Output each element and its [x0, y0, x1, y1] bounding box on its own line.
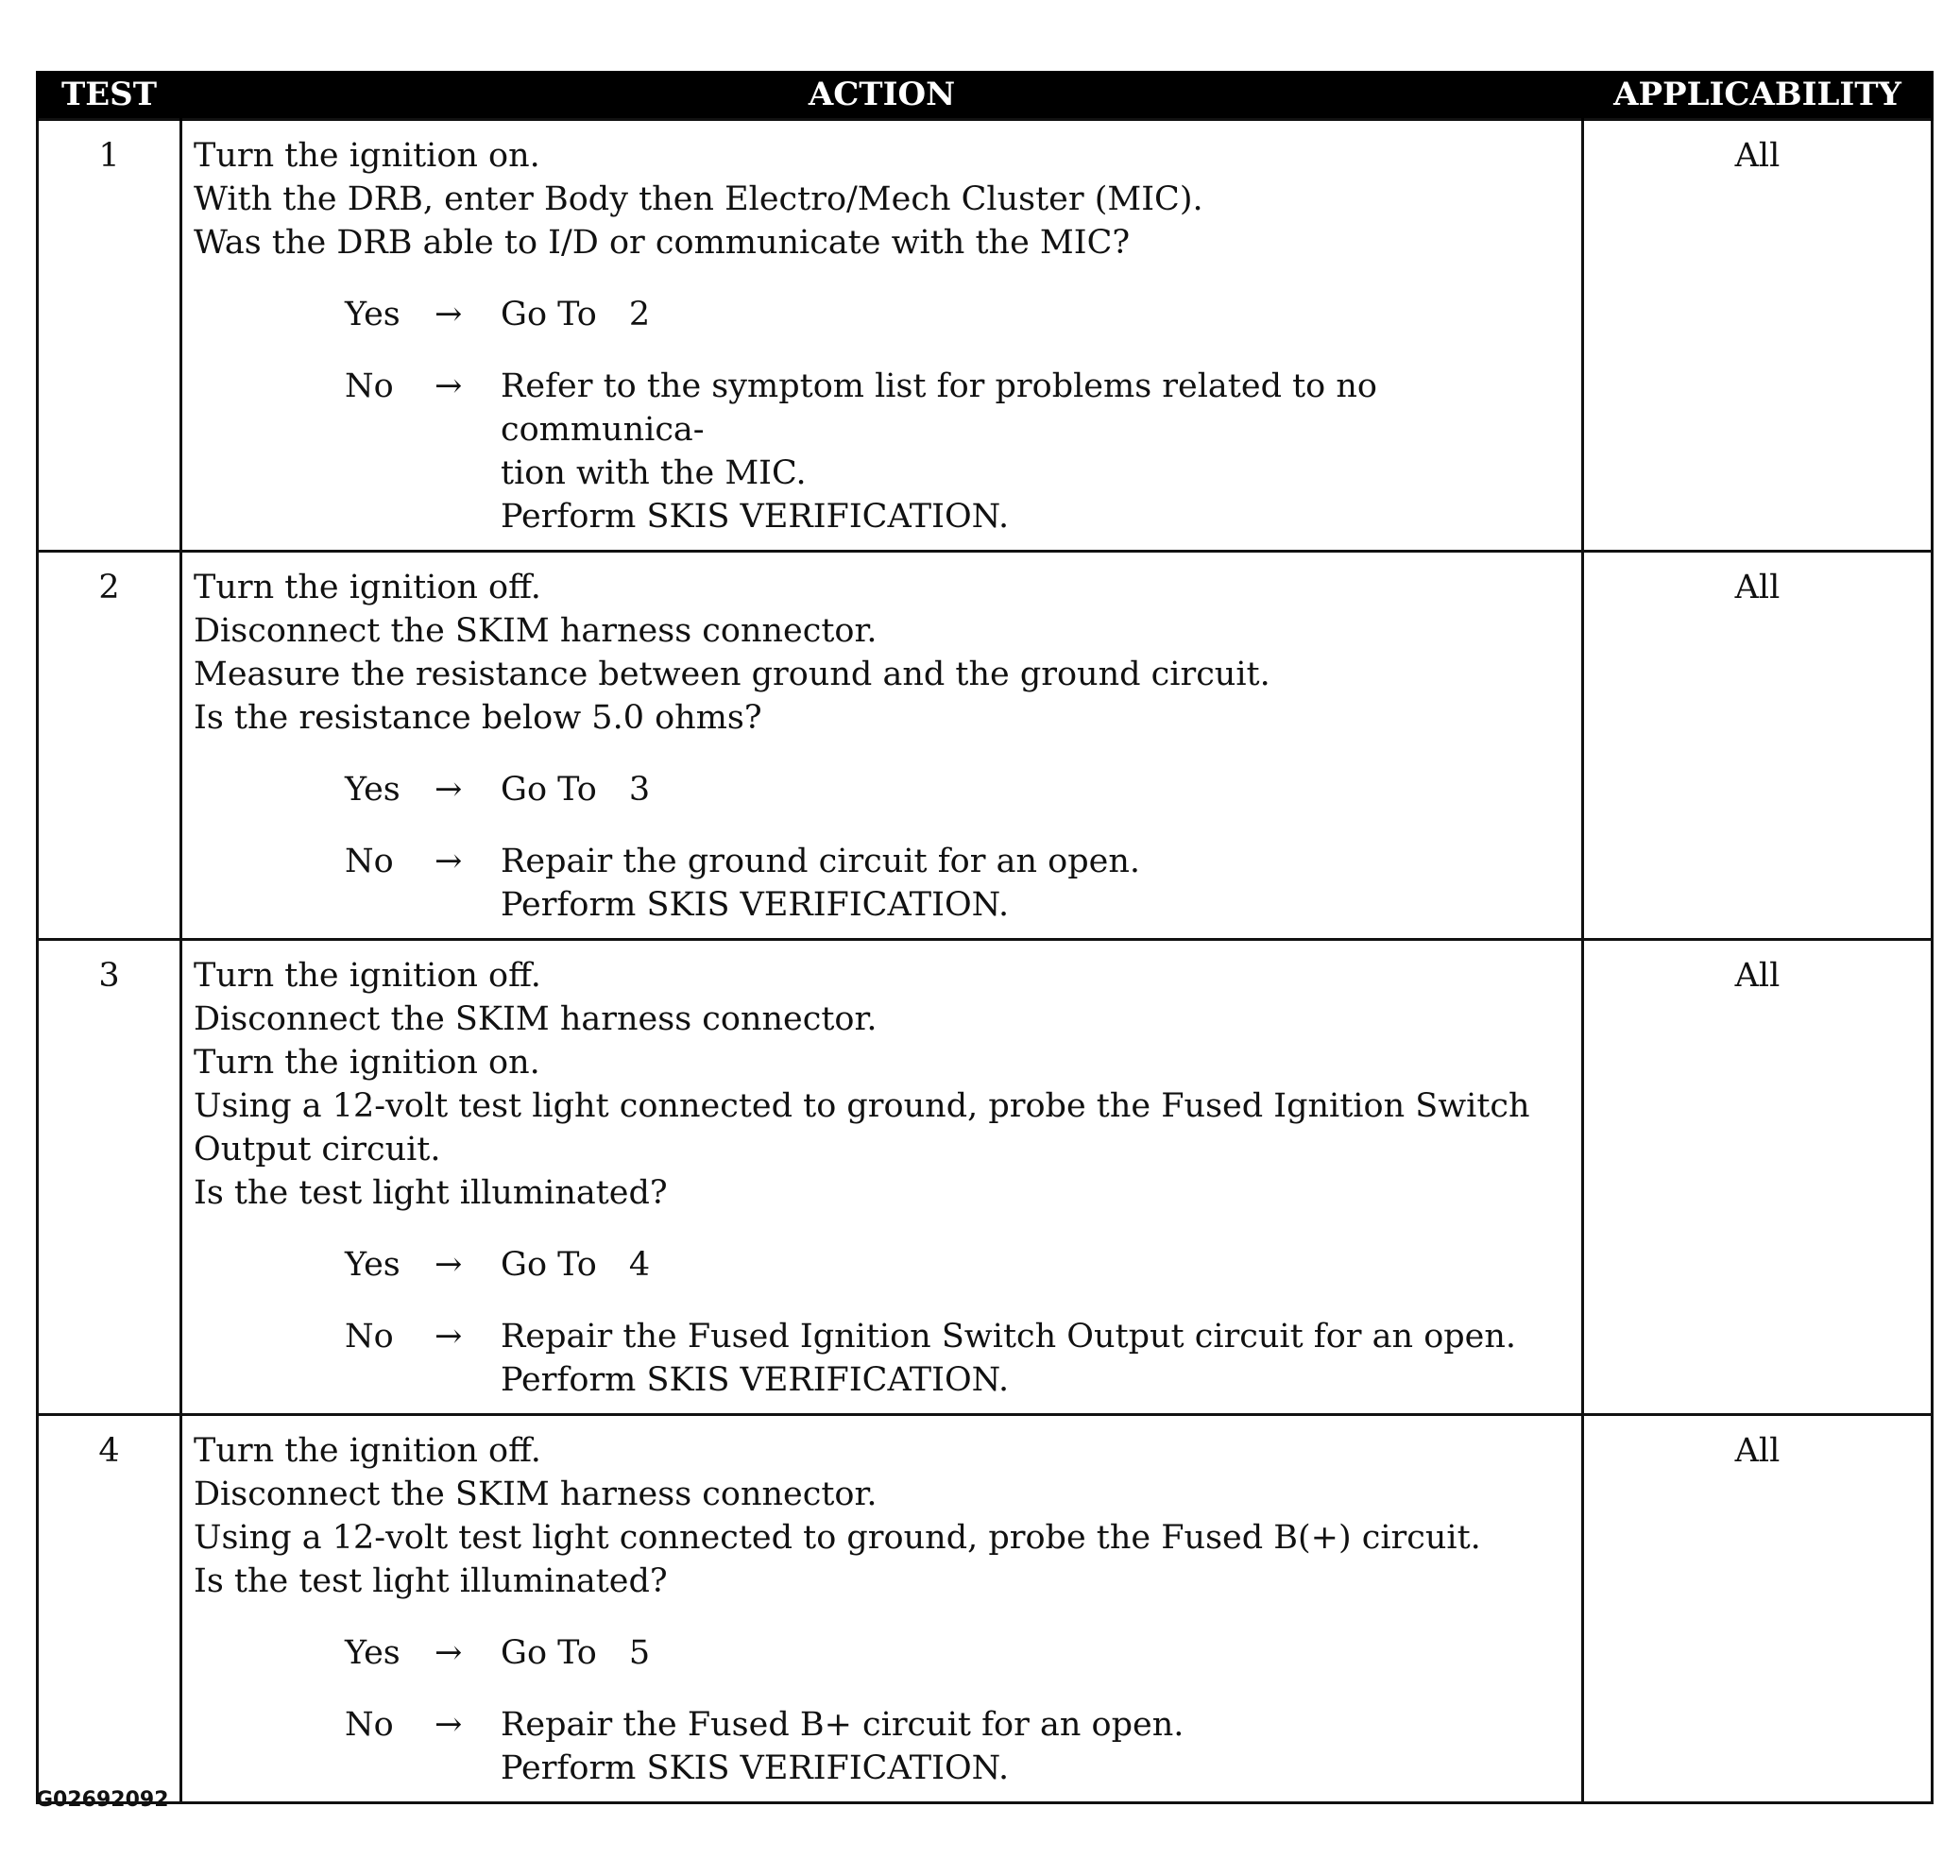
figure-id: G02692092 — [36, 1788, 169, 1812]
header-action: ACTION — [181, 71, 1583, 120]
yes-label: Yes — [345, 771, 401, 809]
no-label: No — [345, 843, 394, 880]
yes-action — [501, 293, 1570, 336]
yes-label: Yes — [345, 1246, 401, 1284]
yes-label: Yes — [345, 1634, 401, 1672]
no-action-line: Repair the Fused Ignition Switch Output circuit for an open. — [501, 1318, 1517, 1356]
goto-text: Go To — [501, 1246, 597, 1284]
goto-target: 4 — [628, 1246, 651, 1284]
no-action-line: tion with the MIC. — [501, 454, 807, 492]
action-step: Is the test light illuminated? — [194, 1174, 668, 1212]
applicability-cell: All — [1583, 552, 1933, 940]
no-label: No — [345, 1318, 394, 1356]
decision-branches — [194, 1631, 1570, 1790]
yes-branch — [194, 293, 1570, 336]
no-action-line: Repair the Fused B+ circuit for an open. — [501, 1706, 1185, 1744]
decision-branches — [194, 768, 1570, 927]
no-branch — [194, 365, 1570, 538]
test-number: 3 — [38, 940, 181, 1415]
right-arrow-icon: → — [435, 1318, 463, 1356]
no-action — [501, 365, 1570, 538]
right-arrow-icon: → — [435, 771, 463, 809]
table-header — [38, 71, 1933, 120]
action-step: Turn the ignition on. — [194, 1044, 540, 1082]
yes-label: Yes — [345, 296, 401, 333]
right-arrow-icon: → — [435, 1634, 463, 1672]
action-step: Disconnect the SKIM harness connector. — [194, 1000, 878, 1038]
no-branch — [194, 1703, 1570, 1790]
table-row — [38, 1415, 1933, 1803]
test-number: 2 — [38, 552, 181, 940]
yes-action — [501, 768, 1570, 811]
diagnostic-test-table — [36, 71, 1934, 1804]
decision-branches — [194, 1243, 1570, 1402]
right-arrow-icon: → — [435, 296, 463, 333]
goto-target: 5 — [628, 1634, 651, 1672]
action-cell — [181, 552, 1583, 940]
action-step: Using a 12-volt test light connected to ground, probe the Fused B(+) circuit. — [194, 1519, 1481, 1557]
test-number: 4 — [38, 1415, 181, 1803]
action-step: Turn the ignition on. — [194, 137, 540, 175]
action-step: Is the test light illuminated? — [194, 1562, 668, 1600]
goto-target: 3 — [628, 771, 651, 809]
table-row — [38, 940, 1933, 1415]
header-test: TEST — [38, 71, 181, 120]
yes-branch — [194, 1243, 1570, 1287]
decision-branches — [194, 293, 1570, 538]
right-arrow-icon: → — [435, 367, 463, 405]
goto-target: 2 — [628, 296, 651, 333]
goto-text: Go To — [501, 771, 597, 809]
action-step: Turn the ignition off. — [194, 957, 541, 995]
applicability-cell: All — [1583, 120, 1933, 552]
action-step: Is the resistance below 5.0 ohms? — [194, 699, 762, 737]
header-applicability: APPLICABILITY — [1583, 71, 1933, 120]
applicability-cell: All — [1583, 940, 1933, 1415]
table-row — [38, 552, 1933, 940]
action-step: Measure the resistance between ground and the ground circuit. — [194, 656, 1270, 693]
no-label: No — [345, 1706, 394, 1744]
right-arrow-icon: → — [435, 1706, 463, 1744]
action-step: Output circuit. — [194, 1131, 441, 1168]
yes-action — [501, 1631, 1570, 1675]
no-branch — [194, 840, 1570, 927]
no-action-line: Refer to the symptom list for problems related to no communica- — [501, 367, 1377, 449]
goto-text: Go To — [501, 1634, 597, 1672]
action-step: Disconnect the SKIM harness connector. — [194, 1475, 878, 1513]
action-cell — [181, 120, 1583, 552]
action-step: Disconnect the SKIM harness connector. — [194, 612, 878, 650]
no-branch — [194, 1315, 1570, 1402]
action-step: With the DRB, enter Body then Electro/Mech Cluster (MIC). — [194, 180, 1203, 218]
no-action-line: Perform SKIS VERIFICATION. — [501, 1361, 1010, 1399]
yes-action — [501, 1243, 1570, 1287]
no-label: No — [345, 367, 394, 405]
yes-branch — [194, 1631, 1570, 1675]
no-action — [501, 840, 1570, 927]
action-step: Turn the ignition off. — [194, 569, 541, 606]
action-step: Turn the ignition off. — [194, 1432, 541, 1470]
no-action-line: Repair the ground circuit for an open. — [501, 843, 1140, 880]
goto-text: Go To — [501, 296, 597, 333]
no-action-line: Perform SKIS VERIFICATION. — [501, 498, 1010, 536]
no-action-line: Perform SKIS VERIFICATION. — [501, 886, 1010, 924]
action-step: Was the DRB able to I/D or communicate with the MIC? — [194, 224, 1131, 262]
table-row — [38, 120, 1933, 552]
no-action — [501, 1703, 1570, 1790]
action-step: Using a 12-volt test light connected to ground, probe the Fused Ignition Switch — [194, 1087, 1530, 1125]
no-action — [501, 1315, 1570, 1402]
action-cell — [181, 1415, 1583, 1803]
right-arrow-icon: → — [435, 843, 463, 880]
table-body — [38, 120, 1933, 1803]
test-number: 1 — [38, 120, 181, 552]
action-cell — [181, 940, 1583, 1415]
applicability-cell: All — [1583, 1415, 1933, 1803]
right-arrow-icon: → — [435, 1246, 463, 1284]
yes-branch — [194, 768, 1570, 811]
no-action-line: Perform SKIS VERIFICATION. — [501, 1749, 1010, 1787]
